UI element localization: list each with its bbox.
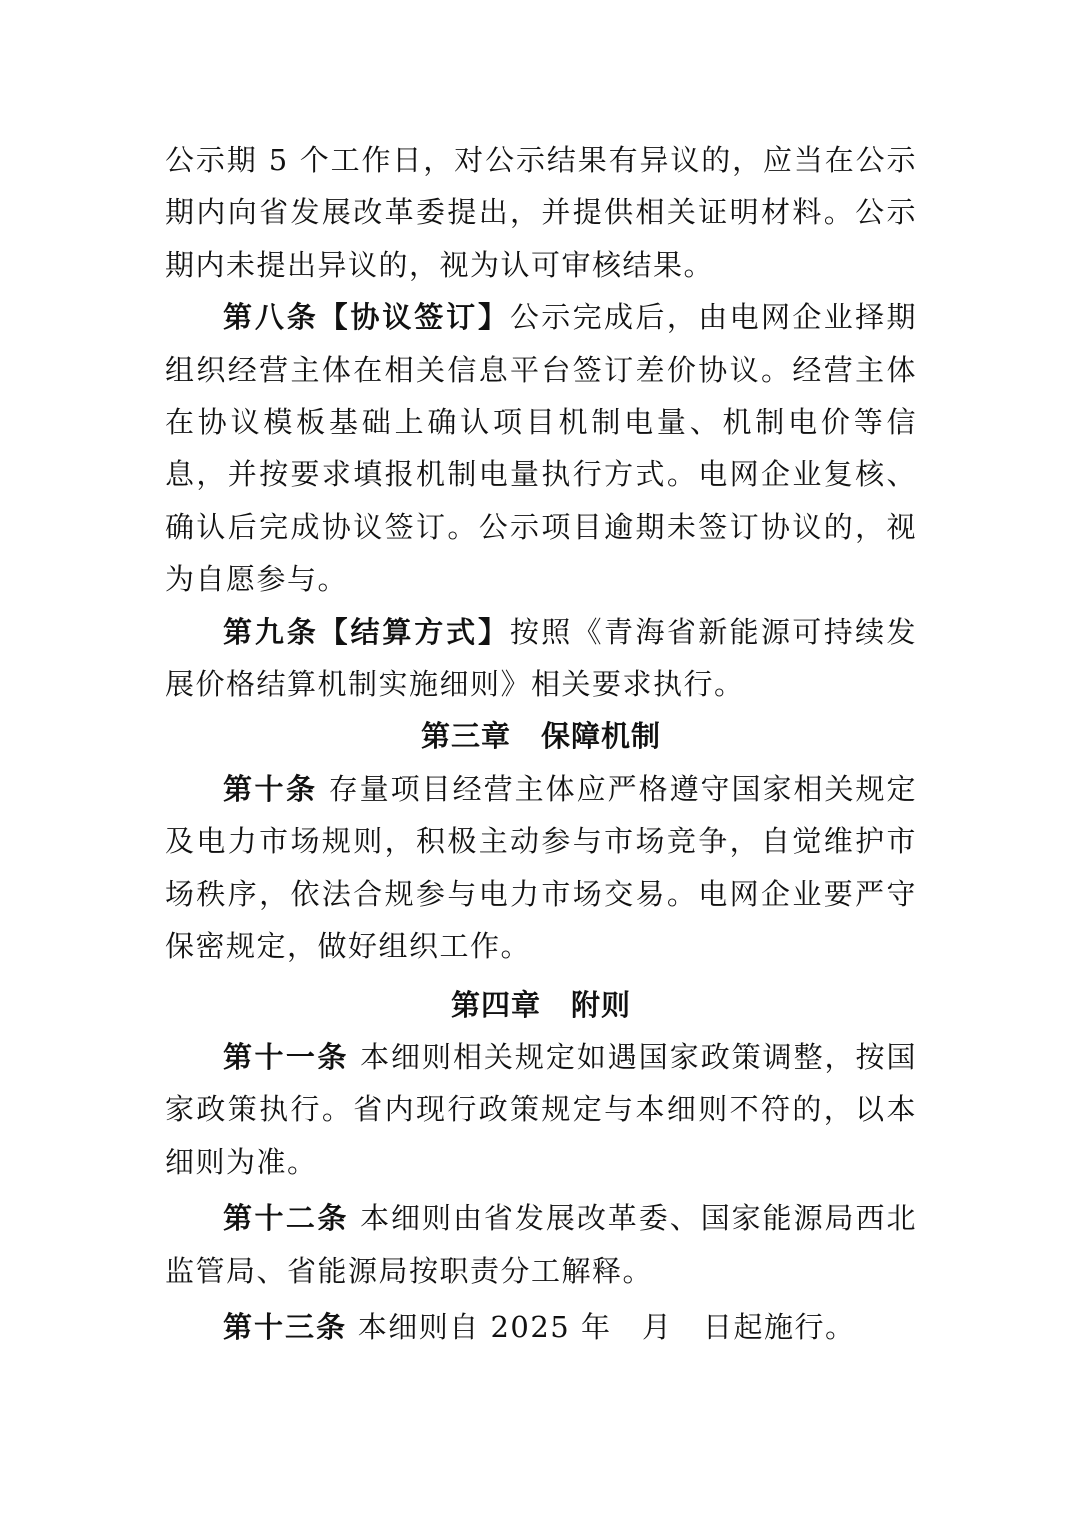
paragraph-publicity-period xyxy=(165,134,917,291)
article-10 xyxy=(165,763,917,973)
article-11-text: 本细则相关规定如遇国家政策调整，按国家政策执行。省内现行政策规定与本细则不符的，以本细则为准。 xyxy=(165,1039,917,1179)
article-10-text: 存量项目经营主体应严格遵守国家相关规定及电力市场规则，积极主动参与市场竞争，自觉维护市场秩序，依法合规参与电力市场交易。电网企业要严守保密规定，做好组织工作。 xyxy=(165,771,917,964)
chapter-3-heading xyxy=(165,710,917,762)
article-13-heading: 第十三条 xyxy=(223,1309,348,1344)
chapter-3-number: 第三章 xyxy=(420,719,511,754)
paragraph-text: 公示期 5 个工作日，对公示结果有异议的，应当在公示期内向省发展改革委提出，并提供相关证明材料。公示期内未提出异议的，视为认可审核结果。 xyxy=(165,143,917,282)
article-8-text: 公示完成后，由电网企业择期组织经营主体在相关信息平台签订差价协议。经营主体在协议模板基础上确认项目机制电量、机制电价等信息，并按要求填报机制电量执行方式。电网企业复核、确认后完成协议签订。公示项目逾期未签订协议的，视为自愿参与。 xyxy=(165,300,917,597)
article-8-heading: 第八条【协议签订】 xyxy=(223,300,510,335)
article-9-text: 按照《青海省新能源可持续发展价格结算机制实施细则》相关要求执行。 xyxy=(165,614,917,702)
article-12-heading: 第十二条 xyxy=(223,1201,349,1236)
document-body xyxy=(165,134,917,1353)
article-13 xyxy=(165,1301,917,1353)
article-10-heading: 第十条 xyxy=(223,771,318,806)
article-9 xyxy=(165,606,917,711)
article-12-text: 本细则由省发展改革委、国家能源局西北监管局、省能源局按职责分工解释。 xyxy=(165,1201,917,1288)
article-11 xyxy=(165,1031,917,1188)
chapter-4-title: 附则 xyxy=(571,987,632,1022)
article-13-text: 本细则自 2025 年 月 日起施行。 xyxy=(357,1309,856,1344)
article-12 xyxy=(165,1192,917,1297)
chapter-4-heading xyxy=(165,979,917,1031)
article-8 xyxy=(165,291,917,605)
chapter-4-number: 第四章 xyxy=(450,987,541,1022)
chapter-3-title: 保障机制 xyxy=(541,719,662,754)
article-9-heading: 第九条【结算方式】 xyxy=(223,614,510,649)
article-11-heading: 第十一条 xyxy=(223,1039,349,1074)
